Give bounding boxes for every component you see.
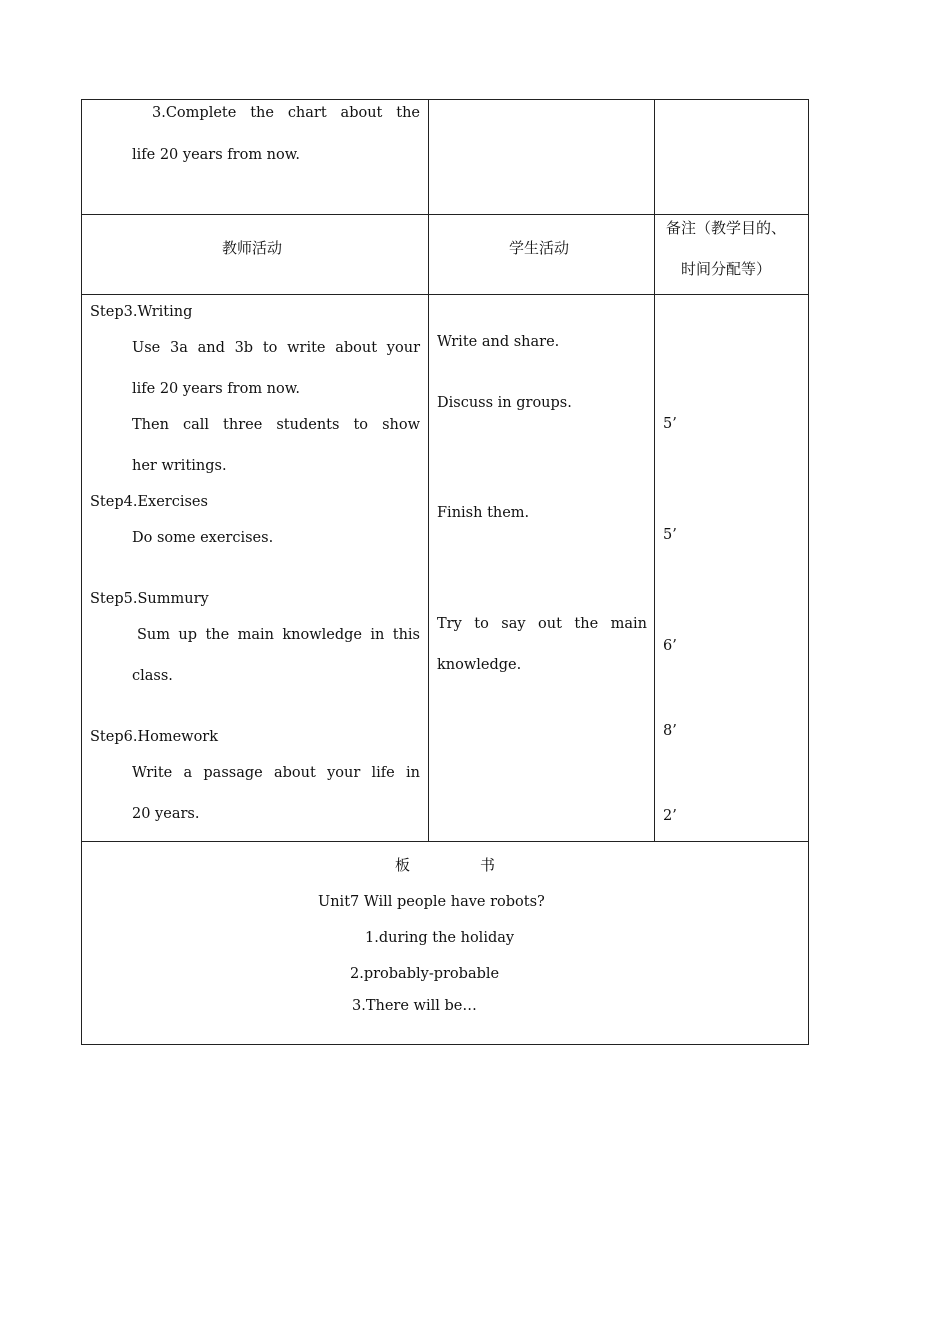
step3-title: Step3.Writing [90, 304, 193, 320]
board-line-1: Unit7 Will people have robots? [318, 894, 545, 910]
step4-line-1: Do some exercises. [132, 530, 274, 546]
step6-line-2: 20 years. [132, 806, 200, 822]
header-teacher-activity: 教师活动 [222, 239, 283, 257]
student-activity-2: Discuss in groups. [437, 395, 572, 411]
student-activity-3: Finish them. [437, 505, 530, 521]
header-notes-line-2: 时间分配等） [681, 260, 772, 278]
board-line-4: 3.There will be… [352, 998, 477, 1014]
board-title-left: 板 [395, 856, 411, 874]
board-line-3: 2.probably-probable [350, 966, 500, 982]
table-left-border [81, 99, 82, 1045]
time-step3: 5’ [663, 416, 677, 432]
step5-line-2: class. [132, 668, 173, 684]
header-student-activity: 学生活动 [509, 239, 570, 257]
time-step4: 5’ [663, 527, 677, 543]
step6-line-1: Write a passage about your life in [132, 765, 420, 781]
column-divider-1 [428, 99, 429, 842]
student-activity-4-line-1: Try to say out the main [437, 616, 647, 632]
step6-title: Step6.Homework [90, 729, 219, 745]
student-activity-4-line-2: knowledge. [437, 657, 522, 673]
top-row-line-2: life 20 years from now. [132, 147, 301, 163]
step3-line-4: her writings. [132, 458, 227, 474]
step5-line-1: Sum up the main knowledge in this [137, 627, 420, 643]
table-top-border [81, 99, 809, 100]
student-activity-1: Write and share. [437, 334, 560, 350]
row-divider-2 [81, 294, 809, 295]
board-title-right: 书 [480, 856, 496, 874]
step3-line-2: life 20 years from now. [132, 381, 301, 397]
header-notes-line-1: 备注（教学目的、 [666, 219, 787, 237]
time-step6: 8’ [663, 723, 677, 739]
time-wrap-up: 2’ [663, 808, 677, 824]
board-line-2: 1.during the holiday [365, 930, 515, 946]
top-row-line-1: 3.Complete the chart about the [152, 105, 420, 121]
step3-line-3: Then call three students to show [132, 417, 420, 433]
step3-line-1: Use 3a and 3b to write about your [132, 340, 420, 356]
table-right-border [808, 99, 809, 1045]
row-divider-1 [81, 214, 809, 215]
step5-title: Step5.Summury [90, 591, 209, 607]
time-step5: 6’ [663, 638, 677, 654]
row-divider-3 [81, 841, 809, 842]
column-divider-2 [654, 99, 655, 842]
step4-title: Step4.Exercises [90, 494, 208, 510]
table-bottom-border [81, 1044, 809, 1045]
